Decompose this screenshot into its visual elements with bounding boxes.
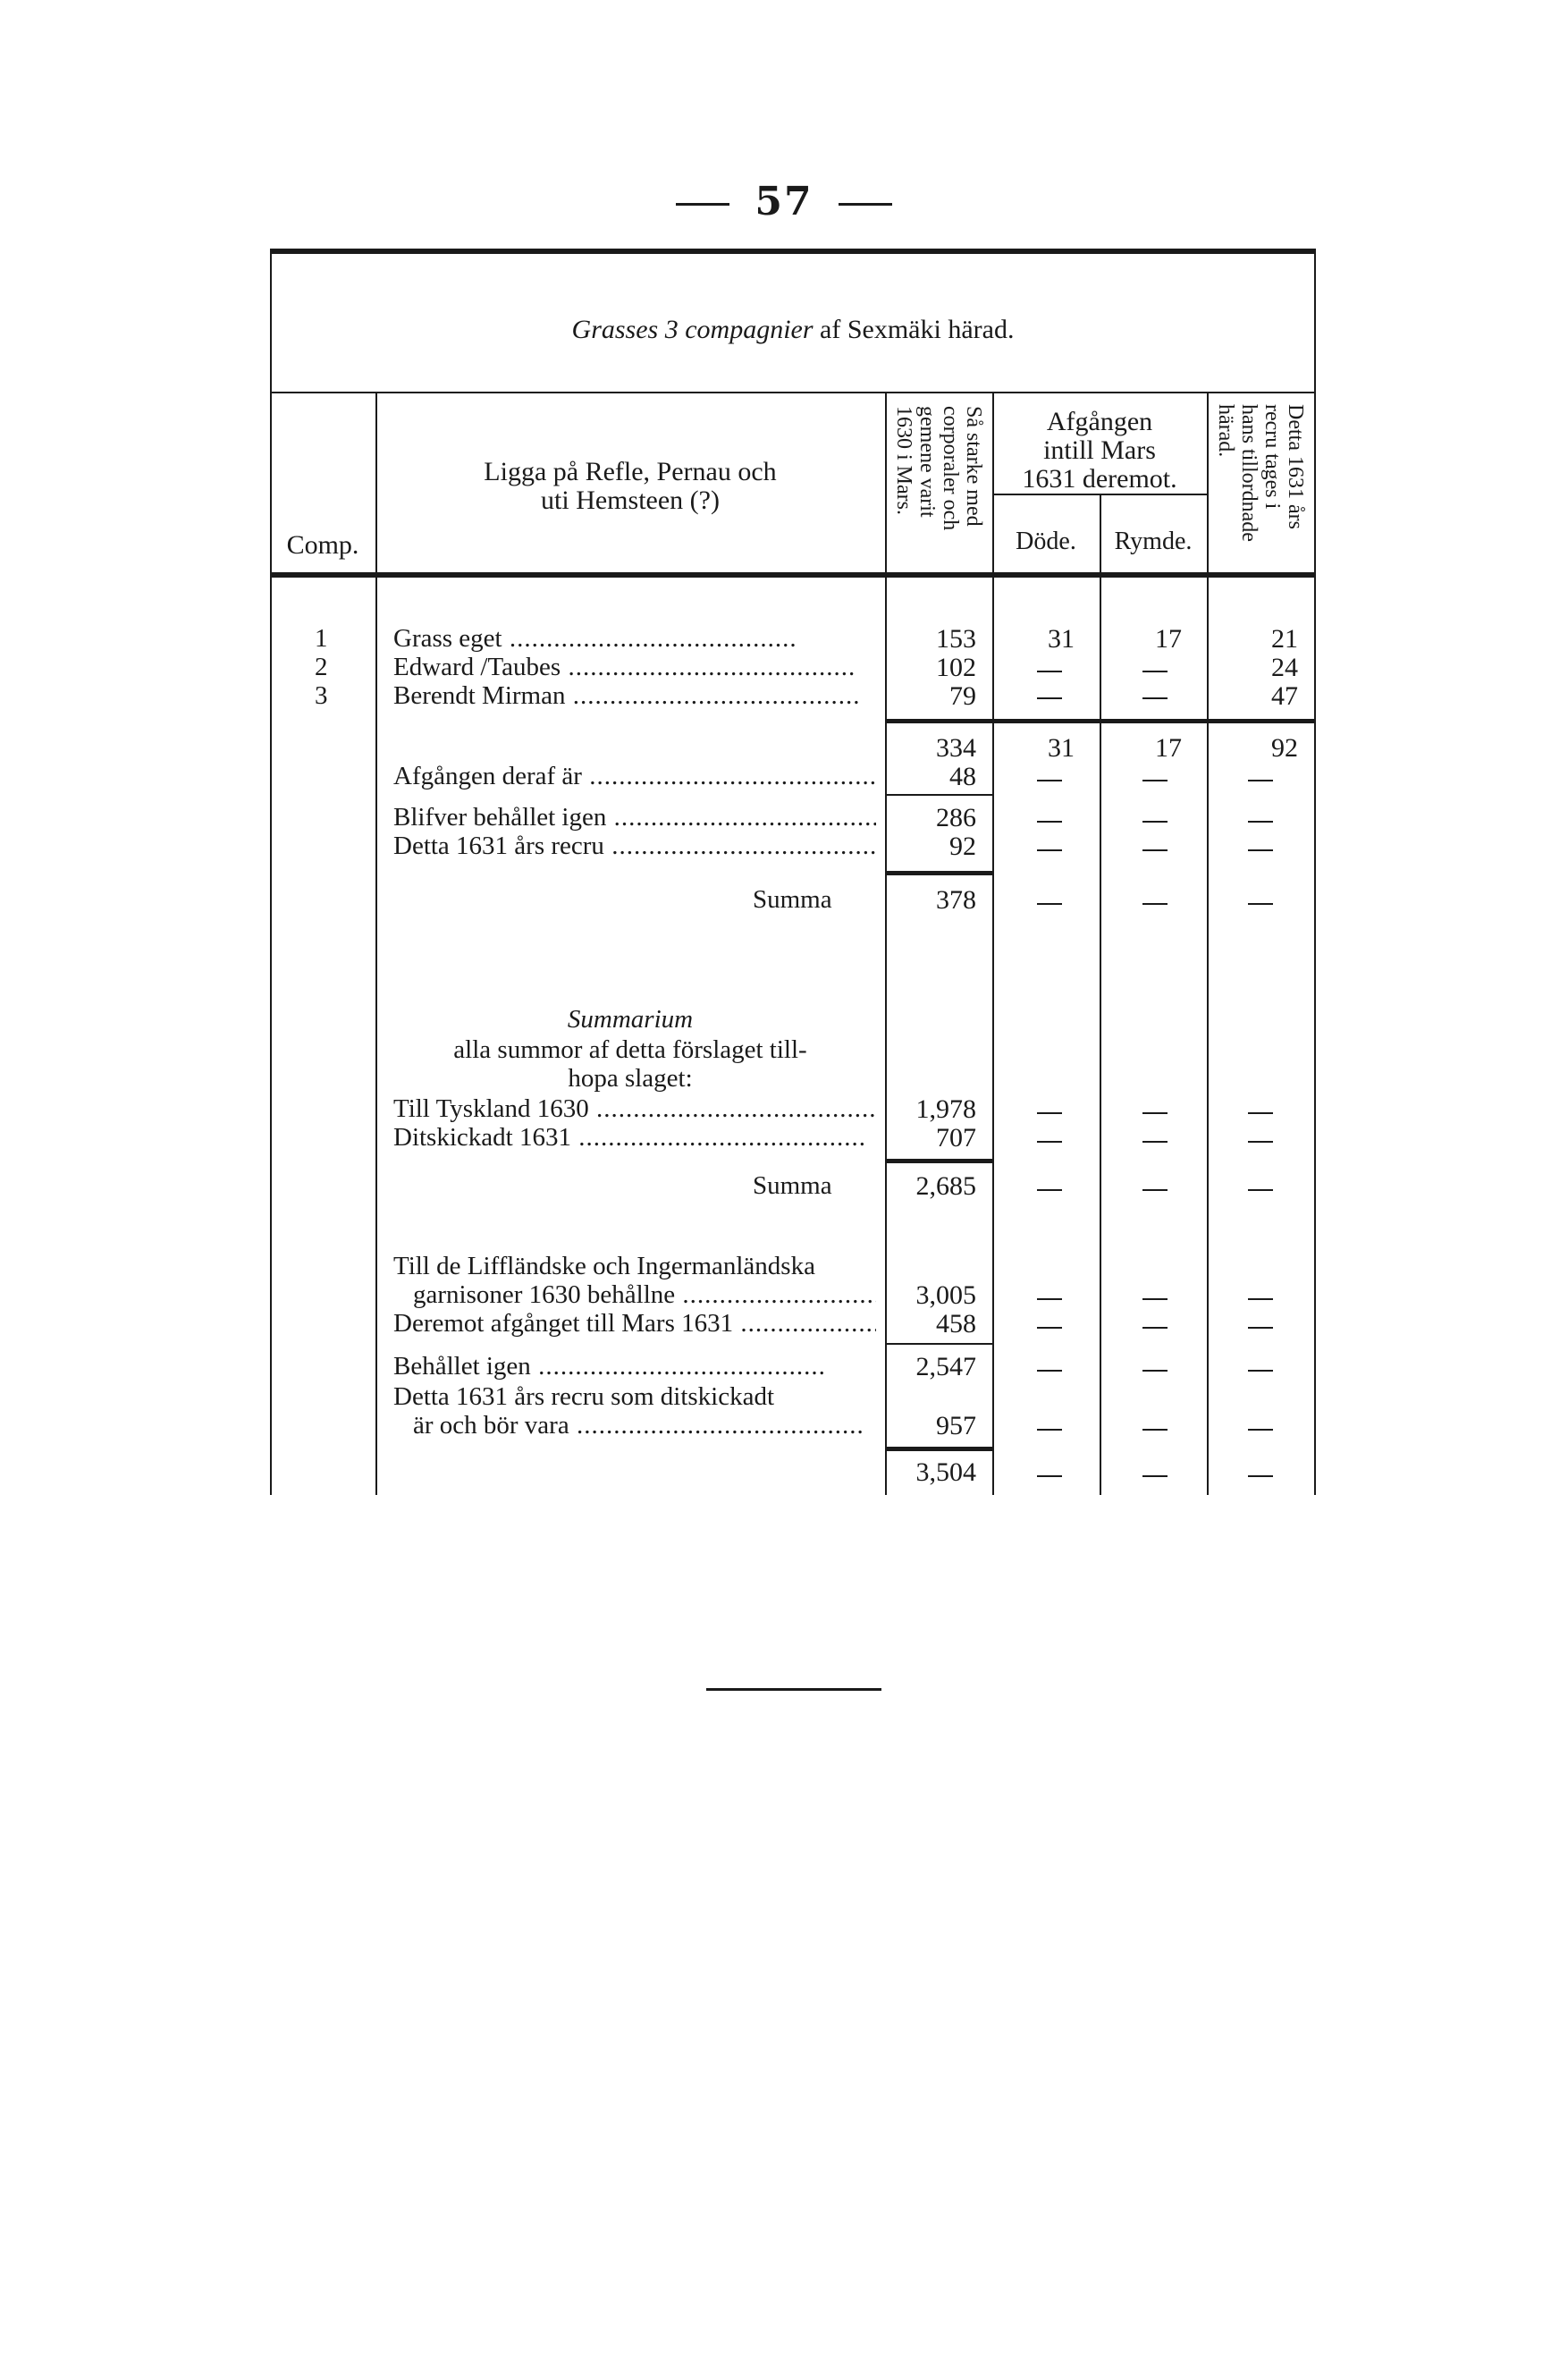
garrison-total-dode-dash	[1037, 1475, 1062, 1477]
caption-rule	[270, 392, 1316, 393]
garrison-l6-recru-dash	[1248, 1429, 1273, 1431]
garrison-total-rymde-dash	[1142, 1475, 1168, 1477]
detta-label: Detta 1631 års recru .....	[393, 832, 876, 861]
header-afg-line1: Afgången	[1046, 407, 1153, 436]
garrison-line3: Deremot afgånget till Mars 1631 .....	[393, 1309, 876, 1339]
header-strength-line3: gemene varit	[915, 406, 939, 518]
tysk-recru-dash	[1248, 1112, 1273, 1114]
tysk-strength: 1,978	[915, 1094, 976, 1124]
dits-label: Ditskickadt 1631 .....	[393, 1123, 876, 1153]
summarium-line2: hopa slaget:	[568, 1064, 693, 1093]
row1-comp: 1	[315, 624, 328, 653]
dits-rymde-dash	[1142, 1141, 1168, 1143]
table-left-border	[270, 254, 272, 1495]
col-sep-desc	[885, 392, 887, 1495]
garrison-l3-rymde-dash	[1142, 1327, 1168, 1329]
garrison-line5: Detta 1631 års recru som ditskickadt	[393, 1382, 775, 1411]
row2-dode-dash	[1037, 671, 1062, 672]
header-recru-line2: recru tages i	[1260, 404, 1284, 510]
garrison-line4: Behållet igen .....	[393, 1352, 876, 1381]
row3-label: Berendt Mirman .....	[393, 681, 876, 711]
row1-rymde: 17	[1155, 624, 1182, 654]
tysk-rymde-dash	[1142, 1112, 1168, 1114]
row2-label: Edward /Taubes .....	[393, 653, 876, 682]
garrison-total: 3,504	[915, 1457, 976, 1487]
dits-recru-dash	[1248, 1141, 1273, 1143]
row3-dode-dash	[1037, 697, 1062, 699]
blif-strength: 286	[936, 803, 976, 832]
garrison-l6-dode-dash	[1037, 1429, 1062, 1431]
afg-rymde-dash	[1142, 780, 1168, 781]
dits-strength: 707	[936, 1123, 976, 1153]
blif-label: Blifver behållet igen .....	[393, 803, 876, 832]
afg-strength: 48	[949, 762, 976, 791]
header-comp: Comp.	[286, 530, 359, 560]
garrison-line4-value: 2,547	[915, 1352, 976, 1381]
garrison-line6: är och bör vara .....	[413, 1411, 876, 1440]
header-afg-line2: intill Mars	[1043, 435, 1156, 465]
tysk-label: Till Tyskland 1630 .....	[393, 1094, 876, 1124]
row1-strength: 153	[936, 624, 976, 654]
summa1-dode-dash	[1037, 903, 1062, 905]
header-recru-line3: hans tillordnade	[1237, 404, 1260, 542]
page-number-value: 57	[754, 179, 814, 224]
afg-label: Afgången deraf är .....	[393, 762, 876, 791]
summa2-rule	[887, 1159, 992, 1163]
blif-dode-dash	[1037, 821, 1062, 823]
header-strength-line2: corporaler och	[939, 406, 962, 531]
sum1-strength: 334	[936, 733, 976, 763]
table-caption	[270, 315, 1316, 345]
afg-recru-dash	[1248, 780, 1273, 781]
col-sep-strength	[992, 392, 994, 1495]
page-number-dash-left	[676, 203, 729, 206]
header-recru-line4: härad.	[1214, 404, 1237, 458]
garrison-l4-dode-dash	[1037, 1370, 1062, 1372]
row3-strength: 79	[949, 681, 976, 711]
garrison-l6-rymde-dash	[1142, 1429, 1168, 1431]
table	[270, 249, 1316, 1495]
row2-recru: 24	[1271, 653, 1298, 682]
detta-rymde-dash	[1142, 849, 1168, 851]
garrison-l4-recru-dash	[1248, 1370, 1273, 1372]
caption-italic: Grasses 3 compagnier	[571, 315, 814, 344]
garrison-line2: garnisoner 1630 behållne .....	[413, 1280, 876, 1310]
page-number-dash-right	[839, 203, 892, 206]
summa2-rymde-dash	[1142, 1189, 1168, 1191]
sum1-dode: 31	[1048, 733, 1075, 763]
summa2-recru-dash	[1248, 1189, 1273, 1191]
row1-recru: 21	[1271, 624, 1298, 654]
garrison-l2-recru-dash	[1248, 1298, 1273, 1300]
summarium-title: Summarium	[567, 1005, 694, 1034]
header-recru-line1: Detta 1631 års	[1284, 404, 1307, 529]
sum1-rymde: 17	[1155, 733, 1182, 763]
header-desc-line2: uti Hemsteen (?)	[541, 486, 720, 515]
garrison-line2-value: 3,005	[915, 1280, 976, 1310]
header-desc	[375, 458, 885, 515]
summa2-strength: 2,685	[915, 1171, 976, 1201]
afg-rule	[887, 794, 992, 796]
garrison-total-recru-dash	[1248, 1475, 1273, 1477]
table-right-border	[1314, 254, 1316, 1495]
garrison-l2-rymde-dash	[1142, 1298, 1168, 1300]
garrison-line3-value: 458	[936, 1309, 976, 1339]
header-afg-line3: 1631 deremot.	[1022, 464, 1177, 494]
row1-dode: 31	[1048, 624, 1075, 654]
garrison-line1: Till de Liffländske och Ingermanländska	[393, 1252, 815, 1280]
summarium-line1: alla summor af detta förslaget till-	[453, 1035, 807, 1064]
summa1-rule	[887, 871, 992, 875]
header-strength	[892, 406, 985, 530]
header-rule	[270, 572, 1316, 578]
row3-comp: 3	[315, 681, 328, 710]
col-sep-rymde	[1207, 392, 1209, 1495]
garrison-l3-dode-dash	[1037, 1327, 1062, 1329]
afg-dode-dash	[1037, 780, 1062, 781]
header-afgangen	[992, 408, 1207, 494]
header-recru	[1214, 404, 1307, 542]
blif-rymde-dash	[1142, 821, 1168, 823]
header-dode: Döde.	[1016, 528, 1076, 555]
header-rymde: Rymde.	[1114, 528, 1193, 555]
tysk-dode-dash	[1037, 1112, 1062, 1114]
summa2-label: Summa	[753, 1171, 832, 1200]
garrison-line6-value: 957	[936, 1411, 976, 1440]
summa1-label: Summa	[753, 885, 832, 914]
garrison-l3-recru-dash	[1248, 1327, 1273, 1329]
garrison-l4-rymde-dash	[1142, 1370, 1168, 1372]
header-desc-line1: Ligga på Refle, Pernau och	[484, 457, 777, 486]
row2-strength: 102	[936, 653, 976, 682]
sum1-rule	[887, 719, 1314, 723]
row2-rymde-dash	[1142, 671, 1168, 672]
footer-rule	[706, 1688, 881, 1691]
row3-rymde-dash	[1142, 697, 1168, 699]
summa1-strength: 378	[936, 885, 976, 915]
col-sep-comp	[375, 392, 377, 1495]
summa2-dode-dash	[1037, 1189, 1062, 1191]
garrison-l2-dode-dash	[1037, 1298, 1062, 1300]
sum1-recru: 92	[1271, 733, 1298, 763]
summa1-rymde-dash	[1142, 903, 1168, 905]
row2-comp: 2	[315, 653, 328, 681]
row3-recru: 47	[1271, 681, 1298, 711]
page-number	[0, 179, 1568, 224]
afg-subheader-rule	[992, 494, 1207, 495]
row1-label: Grass eget .....	[393, 624, 876, 654]
garrison-rule1	[887, 1343, 992, 1345]
blif-recru-dash	[1248, 821, 1273, 823]
detta-dode-dash	[1037, 849, 1062, 851]
dits-dode-dash	[1037, 1141, 1062, 1143]
header-strength-line4: 1630 i Mars.	[892, 406, 915, 515]
garrison-rule2	[887, 1447, 992, 1451]
summa1-recru-dash	[1248, 903, 1273, 905]
header-strength-line1: Så starke med	[962, 406, 985, 527]
detta-strength: 92	[949, 832, 976, 861]
detta-recru-dash	[1248, 849, 1273, 851]
caption-rest: af Sexmäki härad.	[813, 315, 1015, 344]
